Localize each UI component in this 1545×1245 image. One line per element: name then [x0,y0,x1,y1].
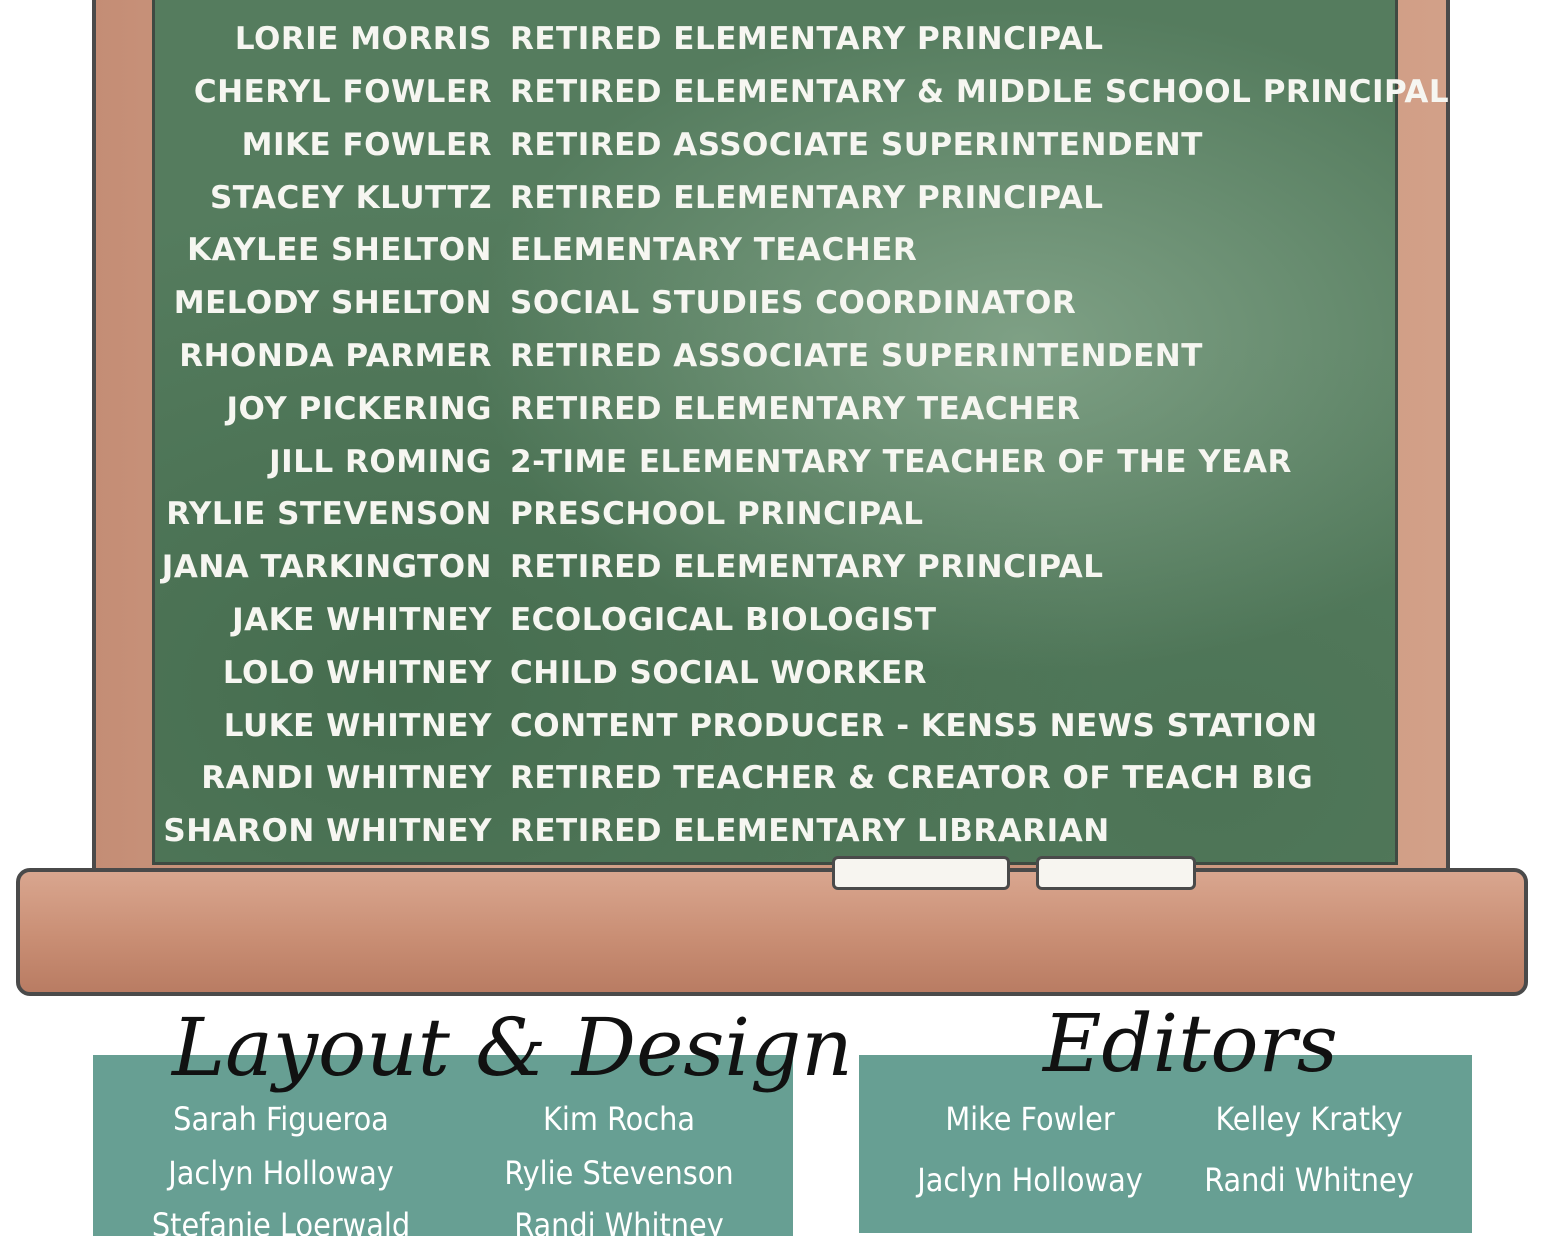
staff-role: RETIRED ELEMENTARY LIBRARIAN [510,813,1110,849]
staff-role: ELEMENTARY TEACHER [510,232,918,268]
staff-name: MIKE FOWLER [241,127,492,163]
staff-role: RETIRED ELEMENTARY TEACHER [510,391,1081,427]
layout-design-name: Sarah Figueroa [173,1100,389,1138]
staff-row [0,754,1545,802]
staff-name: RHONDA PARMER [179,338,492,374]
staff-name: RYLIE STEVENSON [166,496,492,532]
layout-design-title: Layout & Design [172,1001,853,1094]
staff-name: RANDI WHITNEY [201,760,492,796]
staff-name: JANA TARKINGTON [161,549,492,585]
chalk-tray [16,868,1528,996]
staff-row [0,490,1545,538]
layout-design-name: Stefanie Loerwald [151,1206,411,1244]
layout-design-name: Jaclyn Holloway [168,1154,394,1192]
staff-row [0,279,1545,327]
staff-role: ECOLOGICAL BIOLOGIST [510,602,937,638]
staff-name: JAKE WHITNEY [232,602,492,638]
staff-row [0,174,1545,222]
staff-role: CHILD SOCIAL WORKER [510,655,927,691]
staff-name: CHERYL FOWLER [193,74,492,110]
staff-name: LUKE WHITNEY [223,708,492,744]
staff-role: CONTENT PRODUCER - KENS5 NEWS STATION [510,708,1318,744]
staff-row [0,15,1545,63]
staff-role: RETIRED ASSOCIATE SUPERINTENDENT [510,338,1203,374]
staff-name: STACEY KLUTTZ [209,180,492,216]
editors-name: Jaclyn Holloway [917,1161,1143,1199]
layout-design-name: Randi Whitney [514,1206,724,1244]
staff-role: RETIRED ELEMENTARY PRINCIPAL [510,180,1104,216]
editors-name: Kelley Kratky [1215,1100,1403,1138]
staff-row [0,332,1545,380]
staff-name: KAYLEE SHELTON [187,232,492,268]
layout-design-name: Kim Rocha [543,1100,695,1138]
staff-row [0,543,1545,591]
staff-row [0,121,1545,169]
staff-role: RETIRED ELEMENTARY & MIDDLE SCHOOL PRINCIPAL [510,74,1450,110]
staff-role: RETIRED ELEMENTARY PRINCIPAL [510,549,1104,585]
staff-row [0,385,1545,433]
staff-name: LOLO WHITNEY [222,655,492,691]
chalk-piece-left [832,856,1010,890]
staff-role: RETIRED ASSOCIATE SUPERINTENDENT [510,127,1203,163]
editors-name: Mike Fowler [945,1100,1115,1138]
staff-name: JILL ROMING [269,444,492,480]
staff-role: 2-TIME ELEMENTARY TEACHER OF THE YEAR [510,444,1292,480]
staff-row [0,68,1545,116]
staff-role: PRESCHOOL PRINCIPAL [510,496,924,532]
staff-name: MELODY SHELTON [173,285,492,321]
editors-title: Editors [1043,997,1338,1090]
staff-row [0,596,1545,644]
staff-name: LORIE MORRIS [234,21,492,57]
staff-row [0,438,1545,486]
staff-row [0,807,1545,855]
staff-row [0,702,1545,750]
chalk-piece-right [1036,856,1196,890]
layout-design-name: Rylie Stevenson [504,1154,734,1192]
staff-role: RETIRED ELEMENTARY PRINCIPAL [510,21,1104,57]
staff-name: SHARON WHITNEY [163,813,492,849]
staff-row [0,649,1545,697]
staff-row [0,226,1545,274]
editors-name: Randi Whitney [1204,1161,1414,1199]
staff-role: RETIRED TEACHER & CREATOR OF TEACH BIG [510,760,1314,796]
staff-name: JOY PICKERING [226,391,492,427]
staff-role: SOCIAL STUDIES COORDINATOR [510,285,1077,321]
